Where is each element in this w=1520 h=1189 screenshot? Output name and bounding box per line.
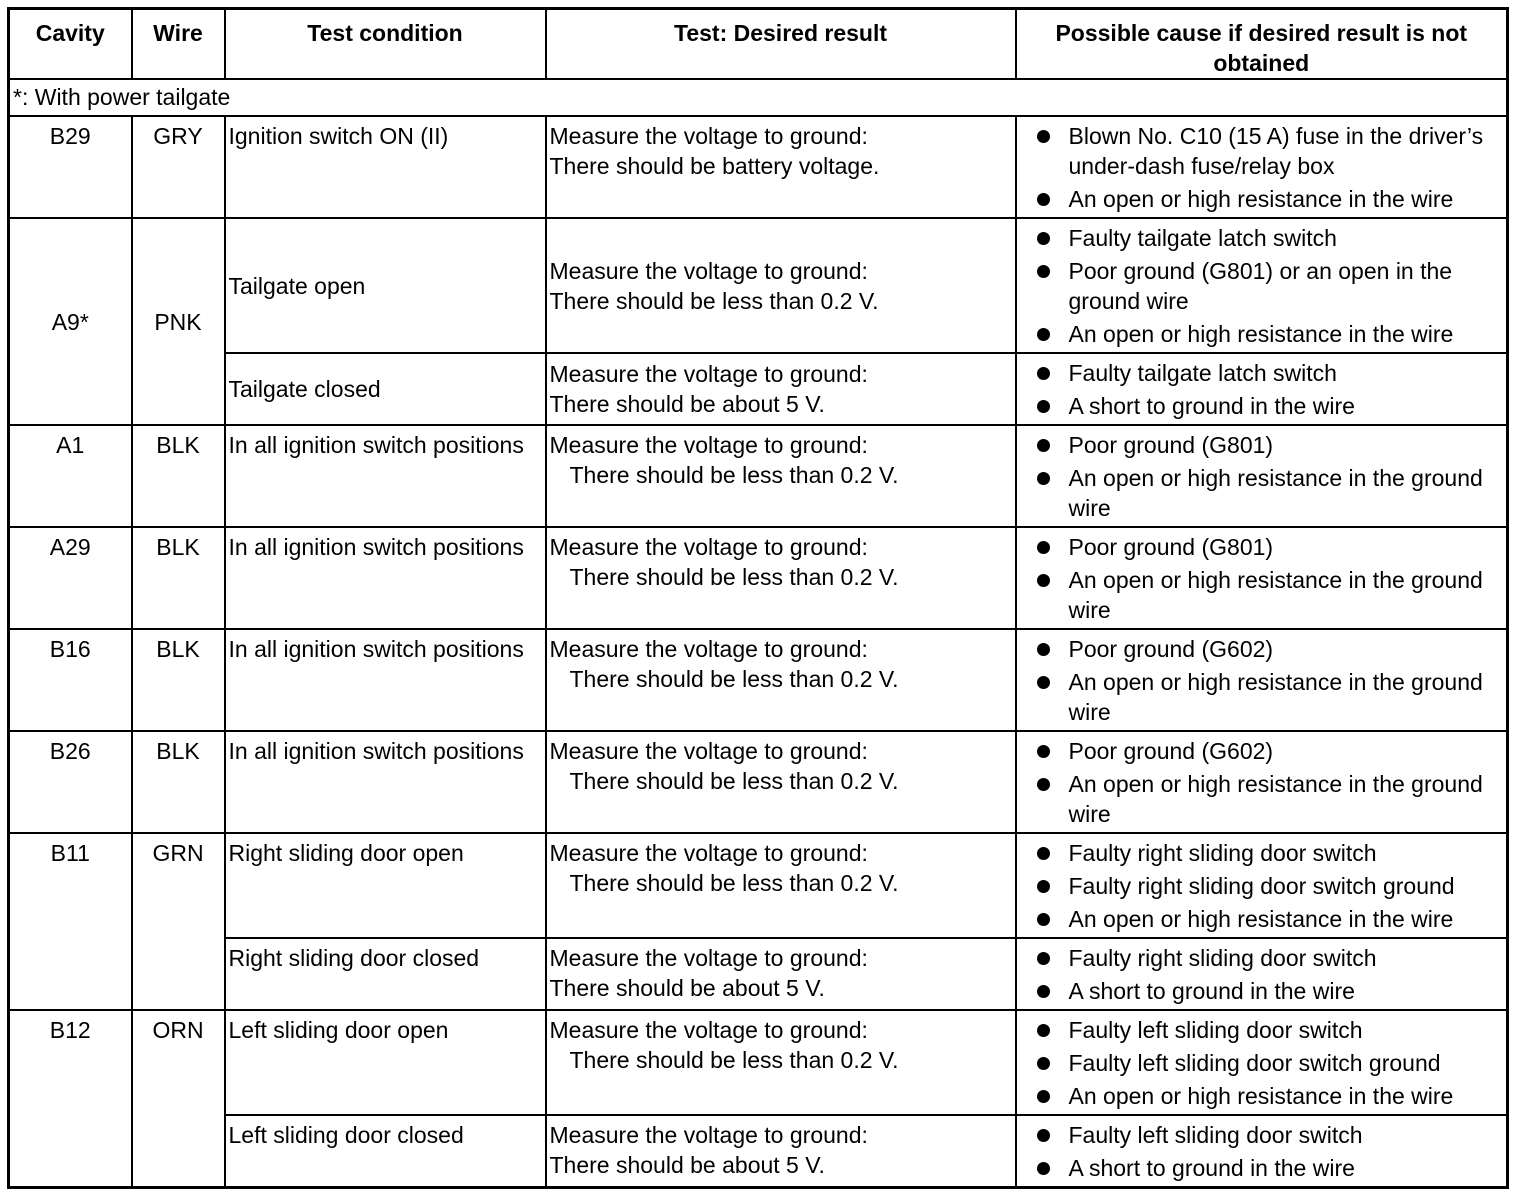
test-condition-cell: Right sliding door open (225, 833, 546, 938)
bullet-icon (1037, 778, 1050, 791)
cause-item (1037, 736, 1504, 766)
result-instruction: Measure the voltage to ground: (549, 257, 868, 284)
table-row (9, 1010, 1508, 1115)
cavity-cell: B11 (9, 833, 132, 1010)
test-condition-cell: Tailgate closed (225, 353, 546, 425)
possible-cause-cell (1016, 1115, 1508, 1188)
cause-text: A short to ground in the wire (1068, 1155, 1355, 1181)
wire-cell: BLK (132, 425, 225, 527)
cause-text: Poor ground (G602) (1068, 738, 1274, 764)
desired-result-cell (546, 1115, 1016, 1188)
result-expectation: There should be about 5 V. (549, 391, 825, 417)
bullet-icon (1037, 952, 1050, 965)
cause-item (1037, 871, 1504, 901)
cause-item (1037, 358, 1504, 388)
cause-item (1037, 667, 1504, 727)
possible-cause-cell (1016, 629, 1508, 731)
bullet-icon (1037, 676, 1050, 689)
possible-cause-cell (1016, 353, 1508, 425)
cause-item (1037, 121, 1504, 181)
cause-text: An open or high resistance in the ground wire (1068, 567, 1483, 623)
cause-text: Faulty tailgate latch switch (1068, 360, 1337, 386)
table-row (9, 629, 1508, 731)
table-row (9, 218, 1508, 353)
result-instruction: Measure the voltage to ground: (549, 1017, 868, 1043)
bullet-icon (1037, 1090, 1050, 1103)
bullet-icon (1037, 1057, 1050, 1070)
bullet-icon (1037, 1162, 1050, 1175)
power-tailgate-note: *: With power tailgate (9, 79, 1508, 116)
cause-item (1037, 1153, 1504, 1183)
result-expectation: There should be less than 0.2 V. (569, 564, 899, 590)
bullet-icon (1037, 439, 1050, 452)
cavity-cell: B16 (9, 629, 132, 731)
cause-item (1037, 1048, 1504, 1078)
cavity-cell: A1 (9, 425, 132, 527)
desired-result-cell (546, 353, 1016, 425)
desired-result-cell (546, 218, 1016, 353)
desired-result-cell (546, 116, 1016, 218)
test-condition-cell: In all ignition switch positions (225, 629, 546, 731)
result-expectation: There should be less than 0.2 V. (549, 287, 879, 314)
cause-text: Faulty tailgate latch switch (1068, 225, 1337, 251)
cause-item (1037, 256, 1504, 316)
cause-text: An open or high resistance in the ground wire (1068, 771, 1483, 827)
cause-item (1037, 565, 1504, 625)
cause-item (1037, 463, 1504, 523)
wire-cell: BLK (132, 731, 225, 833)
cause-item (1037, 838, 1504, 868)
possible-cause-cell (1016, 1010, 1508, 1115)
cause-item (1037, 184, 1504, 214)
table-row (9, 425, 1508, 527)
desired-result-cell (546, 731, 1016, 833)
cause-text: Faulty right sliding door switch (1068, 840, 1377, 866)
cause-text: Poor ground (G602) (1068, 636, 1274, 662)
test-condition-cell: In all ignition switch positions (225, 731, 546, 833)
possible-cause-cell (1016, 938, 1508, 1010)
bullet-icon (1037, 574, 1050, 587)
cause-item (1037, 1015, 1504, 1045)
bullet-icon (1037, 643, 1050, 656)
possible-cause-cell (1016, 425, 1508, 527)
bullet-icon (1037, 130, 1050, 143)
result-expectation: There should be less than 0.2 V. (569, 1047, 899, 1073)
cause-text: Poor ground (G801) (1068, 432, 1274, 458)
cause-item (1037, 1081, 1504, 1111)
result-instruction: Measure the voltage to ground: (549, 534, 868, 560)
desired-result-cell (546, 527, 1016, 629)
header-possible-cause: Possible cause if desired result is not obtained (1016, 9, 1508, 80)
bullet-icon (1037, 400, 1050, 413)
cause-text: Faulty left sliding door switch ground (1068, 1050, 1441, 1076)
table-row (9, 731, 1508, 833)
bullet-icon (1037, 265, 1050, 278)
wire-cell: ORN (132, 1010, 225, 1188)
table-row (9, 353, 1508, 425)
table-row (9, 1115, 1508, 1188)
bullet-icon (1037, 472, 1050, 485)
cause-item (1037, 634, 1504, 664)
table-row (9, 833, 1508, 938)
bullet-icon (1037, 1024, 1050, 1037)
header-desired-result: Test: Desired result (546, 9, 1016, 80)
bullet-icon (1037, 367, 1050, 380)
cause-text: Blown No. C10 (15 A) fuse in the driver’s under-dash fuse/relay box (1068, 123, 1484, 179)
cause-text: A short to ground in the wire (1068, 978, 1355, 1004)
cause-text: An open or high resistance in the wire (1068, 321, 1454, 347)
cause-text: An open or high resistance in the ground wire (1068, 465, 1483, 521)
result-instruction: Measure the voltage to ground: (549, 432, 868, 458)
bullet-icon (1037, 232, 1050, 245)
possible-cause-cell (1016, 731, 1508, 833)
cause-text: Faulty right sliding door switch ground (1068, 873, 1455, 899)
cavity-cell: A9* (9, 218, 132, 425)
possible-cause-cell (1016, 833, 1508, 938)
table-body (9, 79, 1508, 1188)
wire-cell: PNK (132, 218, 225, 425)
desired-result-cell (546, 833, 1016, 938)
cause-text: An open or high resistance in the wire (1068, 186, 1454, 212)
bullet-icon (1037, 745, 1050, 758)
test-condition-cell: Left sliding door open (225, 1010, 546, 1115)
bullet-icon (1037, 193, 1050, 206)
cause-text: Poor ground (G801) or an open in the ground wire (1068, 258, 1453, 314)
result-instruction: Measure the voltage to ground: (549, 738, 868, 764)
bullet-icon (1037, 985, 1050, 998)
cause-item (1037, 943, 1504, 973)
table-row (9, 938, 1508, 1010)
desired-result-cell (546, 629, 1016, 731)
desired-result-cell (546, 1010, 1016, 1115)
header-row (9, 9, 1508, 80)
cause-item (1037, 532, 1504, 562)
cavity-cell: B29 (9, 116, 132, 218)
result-expectation: There should be about 5 V. (549, 975, 825, 1001)
desired-result-cell (546, 425, 1016, 527)
cause-text: Poor ground (G801) (1068, 534, 1274, 560)
header-wire: Wire (132, 9, 225, 80)
cause-text: An open or high resistance in the wire (1068, 1083, 1454, 1109)
wire-cell: GRN (132, 833, 225, 1010)
bullet-icon (1037, 328, 1050, 341)
cause-item (1037, 769, 1504, 829)
result-instruction: Measure the voltage to ground: (549, 1122, 868, 1148)
possible-cause-cell (1016, 116, 1508, 218)
test-condition-cell: Tailgate open (225, 218, 546, 353)
bullet-icon (1037, 847, 1050, 860)
cause-item (1037, 976, 1504, 1006)
test-condition-cell: In all ignition switch positions (225, 425, 546, 527)
cavity-cell: B26 (9, 731, 132, 833)
bullet-icon (1037, 880, 1050, 893)
cavity-cell: A29 (9, 527, 132, 629)
cause-item (1037, 904, 1504, 934)
result-instruction: Measure the voltage to ground: (549, 361, 868, 387)
possible-cause-cell (1016, 527, 1508, 629)
test-condition-cell: Right sliding door closed (225, 938, 546, 1010)
result-instruction: Measure the voltage to ground: (549, 840, 868, 866)
result-expectation: There should be less than 0.2 V. (569, 870, 899, 896)
result-expectation: There should be battery voltage. (549, 153, 880, 179)
header-test-condition: Test condition (225, 9, 546, 80)
result-instruction: Measure the voltage to ground: (549, 945, 868, 971)
cause-item (1037, 1120, 1504, 1150)
bullet-icon (1037, 1129, 1050, 1142)
result-expectation: There should be about 5 V. (549, 1152, 825, 1178)
test-table (7, 7, 1509, 1189)
cause-item (1037, 391, 1504, 421)
cause-text: A short to ground in the wire (1068, 393, 1355, 419)
cause-item (1037, 430, 1504, 460)
result-expectation: There should be less than 0.2 V. (569, 462, 899, 488)
wire-cell: BLK (132, 629, 225, 731)
test-condition-cell: In all ignition switch positions (225, 527, 546, 629)
note-row (9, 79, 1508, 116)
cause-text: An open or high resistance in the ground wire (1068, 669, 1483, 725)
header-cavity: Cavity (9, 9, 132, 80)
cause-item (1037, 223, 1504, 253)
result-expectation: There should be less than 0.2 V. (569, 768, 899, 794)
cause-text: An open or high resistance in the wire (1068, 906, 1454, 932)
cavity-cell: B12 (9, 1010, 132, 1188)
bullet-icon (1037, 541, 1050, 554)
wire-cell: GRY (132, 116, 225, 218)
test-condition-cell: Left sliding door closed (225, 1115, 546, 1188)
result-instruction: Measure the voltage to ground: (549, 123, 868, 149)
result-instruction: Measure the voltage to ground: (549, 636, 868, 662)
cause-text: Faulty right sliding door switch (1068, 945, 1377, 971)
cause-text: Faulty left sliding door switch (1068, 1017, 1363, 1043)
wire-cell: BLK (132, 527, 225, 629)
test-condition-cell: Ignition switch ON (II) (225, 116, 546, 218)
cause-text: Faulty left sliding door switch (1068, 1122, 1363, 1148)
cause-item (1037, 319, 1504, 349)
possible-cause-cell (1016, 218, 1508, 353)
result-expectation: There should be less than 0.2 V. (569, 666, 899, 692)
table-row (9, 527, 1508, 629)
bullet-icon (1037, 913, 1050, 926)
desired-result-cell (546, 938, 1016, 1010)
table-row (9, 116, 1508, 218)
